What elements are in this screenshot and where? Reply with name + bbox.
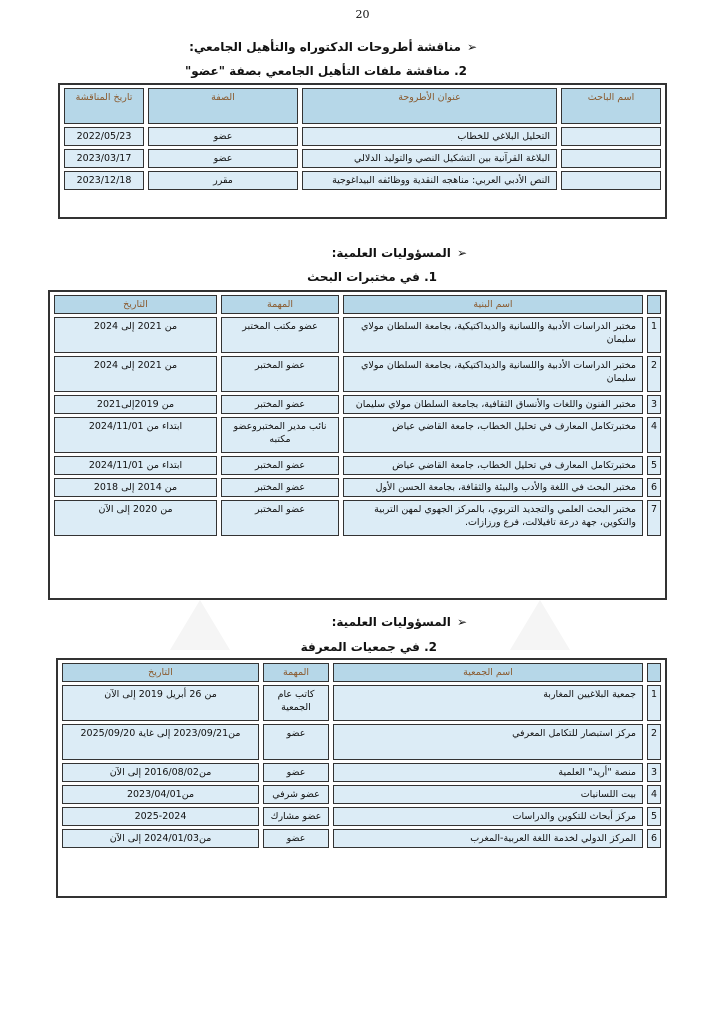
arrow-bullet-icon: ➢	[456, 615, 467, 629]
col-researcher: اسم الباحث	[561, 88, 661, 124]
habilitation-table-frame	[58, 83, 667, 219]
table-row	[64, 149, 661, 168]
cell-task: عضو مكتب المختبر	[221, 317, 339, 353]
cell-task: عضو المختبر	[221, 500, 339, 536]
cell-num: 1	[647, 685, 661, 721]
labs-table-frame	[48, 290, 667, 600]
cell-task: عضو المختبر	[221, 478, 339, 497]
cell-thesis: التحليل البلاغي للخطاب	[302, 127, 557, 146]
cell-role: مقرر	[148, 171, 298, 190]
table-row	[62, 724, 661, 760]
cell-num: 7	[647, 500, 661, 536]
cell-num: 5	[647, 456, 661, 475]
cell-task: كاتب عام الجمعية	[263, 685, 329, 721]
cell-task: عضو المختبر	[221, 356, 339, 392]
cell-num: 3	[647, 395, 661, 414]
associations-table-frame	[56, 658, 667, 898]
cell-date: من 2019إلى2021	[54, 395, 217, 414]
cell-task: عضو المختبر	[221, 456, 339, 475]
arrow-bullet-icon: ➢	[466, 40, 477, 54]
cell-task: عضو مشارك	[263, 807, 329, 826]
col-date: التاريخ	[62, 663, 259, 682]
cell-num: 2	[647, 356, 661, 392]
cell-num: 6	[647, 829, 661, 848]
col-task: المهمة	[263, 663, 329, 682]
cell-num: 2	[647, 724, 661, 760]
cell-date: من2023/04/01	[62, 785, 259, 804]
cell-date: 2023/12/18	[64, 171, 144, 190]
table-row	[54, 478, 661, 497]
table-row	[54, 317, 661, 353]
cell-num: 3	[647, 763, 661, 782]
table-row	[62, 685, 661, 721]
col-date: التاريخ	[54, 295, 217, 314]
labs-table	[50, 292, 665, 539]
cell-task: عضو	[263, 724, 329, 760]
cell-researcher	[561, 127, 661, 146]
cell-date: من2024/01/03 إلى الآن	[62, 829, 259, 848]
cell-date: من2016/08/02 إلى الآن	[62, 763, 259, 782]
col-num	[647, 295, 661, 314]
cell-structure: مختبرتكامل المعارف في تحليل الخطاب، جامعة القاضي عياض	[343, 417, 643, 453]
cell-researcher	[561, 149, 661, 168]
cell-num: 6	[647, 478, 661, 497]
cell-thesis: البلاغة القرآنية بين التشكيل النصي والتوليد الدلالي	[302, 149, 557, 168]
cell-researcher	[561, 171, 661, 190]
cell-role: عضو	[148, 149, 298, 168]
subheading-associations: 2. في جمعيات المعرفة	[300, 640, 437, 654]
cell-task: عضو المختبر	[221, 395, 339, 414]
col-association: اسم الجمعية	[333, 663, 643, 682]
cell-date: ابتداء من 2024/11/01	[54, 456, 217, 475]
cell-date: 2025-2024	[62, 807, 259, 826]
table-row	[62, 763, 661, 782]
cell-num: 4	[647, 417, 661, 453]
cell-structure: مختبر الدراسات الأدبية واللسانية والديداكتيكية، بجامعة السلطان مولاي سليمان	[343, 317, 643, 353]
section-heading-responsibilities	[332, 246, 467, 260]
table-header-row	[64, 88, 661, 124]
cell-association: جمعية البلاغيين المغاربة	[333, 685, 643, 721]
cell-date: من 2021 إلى 2024	[54, 356, 217, 392]
cell-task: عضو	[263, 763, 329, 782]
col-task: المهمة	[221, 295, 339, 314]
cell-structure: مختبر البحث في اللغة والأدب والبيئة والثقافة، بجامعة الحسن الأول	[343, 478, 643, 497]
subheading-habilitation: 2. مناقشة ملفات التأهيل الجامعي بصفة "عضو"	[184, 64, 467, 78]
cell-task: عضو شرفي	[263, 785, 329, 804]
cell-structure: مختبر الدراسات الأدبية واللسانية والديداكتيكية، بجامعة السلطان مولاي سليمان	[343, 356, 643, 392]
cell-association: منصة "أريد" العلمية	[333, 763, 643, 782]
col-thesis: عنوان الأطروحة	[302, 88, 557, 124]
col-structure: اسم البنية	[343, 295, 643, 314]
heading-text: المسؤوليات العلمية:	[331, 615, 451, 629]
section-heading-responsibilities-2	[332, 615, 467, 629]
section-heading-defenses	[189, 40, 477, 54]
cell-date: من 2014 إلى 2018	[54, 478, 217, 497]
cell-structure: مختبر الفنون واللغات والأنساق الثقافية، بجامعة السلطان مولاي سليمان	[343, 395, 643, 414]
cell-date: من 2021 إلى 2024	[54, 317, 217, 353]
heading-text: مناقشة أطروحات الدكتوراه والتأهيل الجامعي:	[189, 40, 461, 54]
cell-structure: مختبر البحث العلمي والتجديد التربوي، بالمركز الجهوي لمهن التربية والتكوين، جهة درعة تافيلالت، فرع ورزازات.	[343, 500, 643, 536]
table-row	[62, 785, 661, 804]
col-num	[647, 663, 661, 682]
cell-structure: مختبرتكامل المعارف في تحليل الخطاب، جامعة القاضي عياض	[343, 456, 643, 475]
associations-table	[58, 660, 665, 851]
table-row	[62, 829, 661, 848]
cell-date: 2023/03/17	[64, 149, 144, 168]
subheading-labs: 1. في مختبرات البحث	[307, 270, 437, 284]
cell-date: من 26 أبريل 2019 إلى الآن	[62, 685, 259, 721]
cell-date: من 2020 إلى الآن	[54, 500, 217, 536]
table-row	[54, 417, 661, 453]
cell-date: 2022/05/23	[64, 127, 144, 146]
heading-text: المسؤوليات العلمية:	[331, 246, 451, 260]
cell-association: بيت اللسانيات	[333, 785, 643, 804]
cell-date: ابتداء من 2024/11/01	[54, 417, 217, 453]
table-row	[64, 127, 661, 146]
table-row	[54, 500, 661, 536]
col-role: الصفة	[148, 88, 298, 124]
cell-num: 5	[647, 807, 661, 826]
table-row	[64, 171, 661, 190]
table-header-row	[54, 295, 661, 314]
arrow-bullet-icon: ➢	[456, 246, 467, 260]
page-number: 20	[355, 8, 370, 21]
table-row	[54, 395, 661, 414]
table-header-row	[62, 663, 661, 682]
cell-association: مركز استبصار للتكامل المعرفي	[333, 724, 643, 760]
cell-task: عضو	[263, 829, 329, 848]
cell-num: 4	[647, 785, 661, 804]
cell-date: من2023/09/21 إلى غاية 2025/09/20	[62, 724, 259, 760]
col-date: تاريخ المناقشة	[64, 88, 144, 124]
cell-association: مركز أبحاث للتكوين والدراسات	[333, 807, 643, 826]
table-row	[62, 807, 661, 826]
cell-role: عضو	[148, 127, 298, 146]
table-row	[54, 356, 661, 392]
cell-thesis: النص الأدبي العربي: مناهجه النقدية ووظائفه البيداغوجية	[302, 171, 557, 190]
habilitation-table	[60, 85, 665, 193]
cell-task: نائب مدير المختبروعضو مكتبه	[221, 417, 339, 453]
cell-num: 1	[647, 317, 661, 353]
table-row	[54, 456, 661, 475]
cell-association: المركز الدولي لخدمة اللغة العربية-المغرب	[333, 829, 643, 848]
